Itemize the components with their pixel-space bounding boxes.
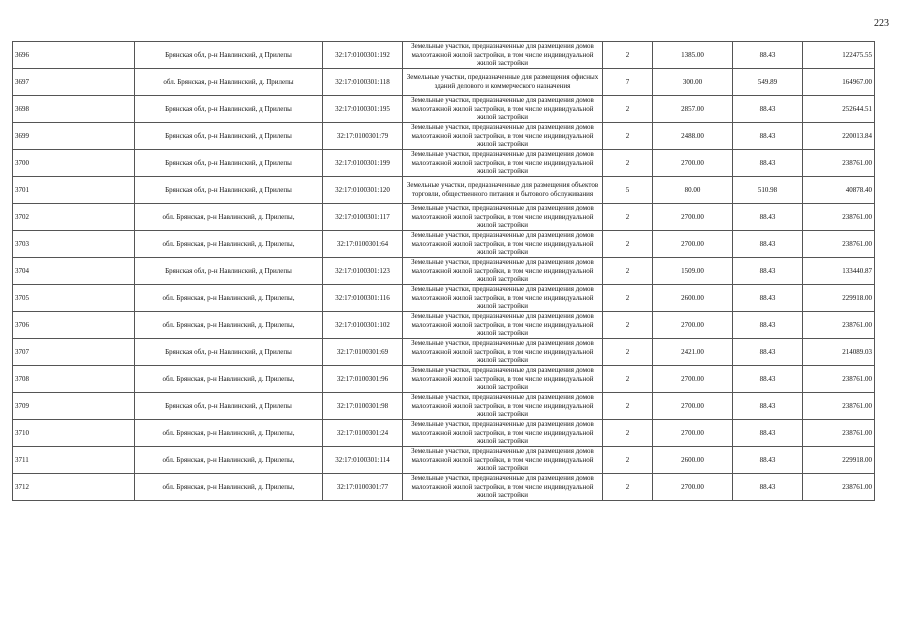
row-number-cell: 3702 — [13, 204, 135, 231]
cadastral-number-cell: 32:17:0100301:192 — [323, 42, 403, 69]
area-cell: 2488.00 — [653, 123, 733, 150]
use-group-cell: 2 — [603, 231, 653, 258]
area-cell: 300.00 — [653, 69, 733, 96]
address-cell: Брянская обл, р-н Навлинский, д Прилепы — [135, 393, 323, 420]
cadastral-number-cell: 32:17:0100301:77 — [323, 474, 403, 501]
cadastral-number-cell: 32:17:0100301:98 — [323, 393, 403, 420]
area-cell: 2600.00 — [653, 447, 733, 474]
row-number-cell: 3696 — [13, 42, 135, 69]
cadastral-number-cell: 32:17:0100301:199 — [323, 150, 403, 177]
area-cell: 2700.00 — [653, 366, 733, 393]
cadastral-number-cell: 32:17:0100301:79 — [323, 123, 403, 150]
cadastral-number-cell: 32:17:0100301:102 — [323, 312, 403, 339]
row-number-cell: 3709 — [13, 393, 135, 420]
use-group-cell: 2 — [603, 204, 653, 231]
area-cell: 2700.00 — [653, 393, 733, 420]
use-group-cell: 2 — [603, 42, 653, 69]
specific-value-cell: 88.43 — [733, 393, 803, 420]
area-cell: 2600.00 — [653, 285, 733, 312]
use-group-cell: 2 — [603, 285, 653, 312]
cadastral-value-cell: 252644.51 — [803, 96, 875, 123]
cadastral-value-cell: 220013.84 — [803, 123, 875, 150]
specific-value-cell: 88.43 — [733, 447, 803, 474]
specific-value-cell: 88.43 — [733, 150, 803, 177]
cadastral-number-cell: 32:17:0100301:114 — [323, 447, 403, 474]
area-cell: 2700.00 — [653, 474, 733, 501]
address-cell: обл. Брянская, р-н Навлинский, д. Прилепы, — [135, 420, 323, 447]
table-row — [13, 447, 875, 474]
cadastral-number-cell: 32:17:0100301:96 — [323, 366, 403, 393]
table-row — [13, 258, 875, 285]
row-number-cell: 3704 — [13, 258, 135, 285]
table-row — [13, 69, 875, 96]
cadastral-value-cell: 238761.00 — [803, 420, 875, 447]
table-row — [13, 474, 875, 501]
table-row — [13, 366, 875, 393]
table-row — [13, 42, 875, 69]
land-use-cell: Земельные участки, предназначенные для размещения домов малоэтажной жилой застройки, в том числе индивидуальной жилой застройки — [403, 150, 603, 177]
address-cell: обл. Брянская, р-н Навлинский, д. Прилепы, — [135, 312, 323, 339]
address-cell: Брянская обл, р-н Навлинский, д Прилепы — [135, 177, 323, 204]
cadastral-value-cell: 238761.00 — [803, 231, 875, 258]
land-use-cell: Земельные участки, предназначенные для размещения домов малоэтажной жилой застройки, в том числе индивидуальной жилой застройки — [403, 420, 603, 447]
specific-value-cell: 88.43 — [733, 312, 803, 339]
specific-value-cell: 88.43 — [733, 474, 803, 501]
cadastral-number-cell: 32:17:0100301:118 — [323, 69, 403, 96]
use-group-cell: 2 — [603, 366, 653, 393]
cadastral-value-cell: 238761.00 — [803, 474, 875, 501]
address-cell: обл. Брянская, р-н Навлинский, д. Прилепы, — [135, 204, 323, 231]
cadastral-value-cell: 238761.00 — [803, 204, 875, 231]
row-number-cell: 3711 — [13, 447, 135, 474]
table-row — [13, 231, 875, 258]
area-cell: 2700.00 — [653, 312, 733, 339]
specific-value-cell: 88.43 — [733, 204, 803, 231]
land-use-cell: Земельные участки, предназначенные для размещения домов малоэтажной жилой застройки, в том числе индивидуальной жилой застройки — [403, 285, 603, 312]
row-number-cell: 3700 — [13, 150, 135, 177]
row-number-cell: 3699 — [13, 123, 135, 150]
land-use-cell: Земельные участки, предназначенные для размещения домов малоэтажной жилой застройки, в том числе индивидуальной жилой застройки — [403, 231, 603, 258]
land-use-cell: Земельные участки, предназначенные для размещения домов малоэтажной жилой застройки, в том числе индивидуальной жилой застройки — [403, 96, 603, 123]
table-body — [13, 42, 875, 501]
land-use-cell: Земельные участки, предназначенные для размещения домов малоэтажной жилой застройки, в том числе индивидуальной жилой застройки — [403, 339, 603, 366]
land-use-cell: Земельные участки, предназначенные для размещения домов малоэтажной жилой застройки, в том числе индивидуальной жилой застройки — [403, 447, 603, 474]
land-use-cell: Земельные участки, предназначенные для размещения объектов торговли, общественного питания и бытового обслуживания — [403, 177, 603, 204]
use-group-cell: 2 — [603, 258, 653, 285]
row-number-cell: 3698 — [13, 96, 135, 123]
land-use-cell: Земельные участки, предназначенные для размещения домов малоэтажной жилой застройки, в том числе индивидуальной жилой застройки — [403, 258, 603, 285]
area-cell: 1509.00 — [653, 258, 733, 285]
address-cell: обл. Брянская, р-н Навлинский, д. Прилепы, — [135, 231, 323, 258]
specific-value-cell: 88.43 — [733, 231, 803, 258]
table-row — [13, 420, 875, 447]
use-group-cell: 2 — [603, 474, 653, 501]
land-use-cell: Земельные участки, предназначенные для размещения офисных зданий делового и коммерческого назначения — [403, 69, 603, 96]
cadastral-number-cell: 32:17:0100301:69 — [323, 339, 403, 366]
specific-value-cell: 88.43 — [733, 366, 803, 393]
land-use-cell: Земельные участки, предназначенные для размещения домов малоэтажной жилой застройки, в том числе индивидуальной жилой застройки — [403, 366, 603, 393]
page-number: 223 — [874, 18, 889, 29]
land-use-cell: Земельные участки, предназначенные для размещения домов малоэтажной жилой застройки, в том числе индивидуальной жилой застройки — [403, 393, 603, 420]
area-cell: 2700.00 — [653, 420, 733, 447]
cadastral-value-cell: 133440.87 — [803, 258, 875, 285]
use-group-cell: 2 — [603, 420, 653, 447]
row-number-cell: 3703 — [13, 231, 135, 258]
use-group-cell: 2 — [603, 312, 653, 339]
address-cell: Брянская обл, р-н Навлинский, д Прилепы — [135, 123, 323, 150]
land-use-cell: Земельные участки, предназначенные для размещения домов малоэтажной жилой застройки, в том числе индивидуальной жилой застройки — [403, 42, 603, 69]
cadastral-number-cell: 32:17:0100301:116 — [323, 285, 403, 312]
cadastral-number-cell: 32:17:0100301:24 — [323, 420, 403, 447]
table-row — [13, 150, 875, 177]
cadastral-value-cell: 122475.55 — [803, 42, 875, 69]
address-cell: Брянская обл, р-н Навлинский, д Прилепы — [135, 258, 323, 285]
cadastral-value-cell: 238761.00 — [803, 366, 875, 393]
row-number-cell: 3701 — [13, 177, 135, 204]
cadastral-value-cell: 229918.00 — [803, 285, 875, 312]
cadastral-number-cell: 32:17:0100301:64 — [323, 231, 403, 258]
address-cell: обл. Брянская, р-н Навлинский, д. Прилепы, — [135, 474, 323, 501]
area-cell: 2700.00 — [653, 150, 733, 177]
address-cell: обл. Брянская, р-н Навлинский, д. Прилепы, — [135, 447, 323, 474]
row-number-cell: 3705 — [13, 285, 135, 312]
cadastral-number-cell: 32:17:0100301:195 — [323, 96, 403, 123]
table-row — [13, 393, 875, 420]
use-group-cell: 2 — [603, 393, 653, 420]
land-use-cell: Земельные участки, предназначенные для размещения домов малоэтажной жилой застройки, в том числе индивидуальной жилой застройки — [403, 312, 603, 339]
table-row — [13, 204, 875, 231]
row-number-cell: 3707 — [13, 339, 135, 366]
specific-value-cell: 88.43 — [733, 420, 803, 447]
use-group-cell: 2 — [603, 123, 653, 150]
specific-value-cell: 88.43 — [733, 258, 803, 285]
cadastral-number-cell: 32:17:0100301:120 — [323, 177, 403, 204]
cadastral-value-cell: 238761.00 — [803, 393, 875, 420]
row-number-cell: 3712 — [13, 474, 135, 501]
specific-value-cell: 510.98 — [733, 177, 803, 204]
use-group-cell: 2 — [603, 447, 653, 474]
use-group-cell: 2 — [603, 339, 653, 366]
land-use-cell: Земельные участки, предназначенные для размещения домов малоэтажной жилой застройки, в том числе индивидуальной жилой застройки — [403, 474, 603, 501]
address-cell: Брянская обл, р-н Навлинский, д Прилепы — [135, 339, 323, 366]
specific-value-cell: 88.43 — [733, 123, 803, 150]
table-row — [13, 177, 875, 204]
cadastral-value-cell: 214089.03 — [803, 339, 875, 366]
area-cell: 1385.00 — [653, 42, 733, 69]
land-use-cell: Земельные участки, предназначенные для размещения домов малоэтажной жилой застройки, в том числе индивидуальной жилой застройки — [403, 123, 603, 150]
address-cell: обл. Брянская, р-н Навлинский, д. Прилепы, — [135, 366, 323, 393]
area-cell: 2857.00 — [653, 96, 733, 123]
address-cell: обл. Брянская, р-н Навлинский, д. Прилепы, — [135, 285, 323, 312]
cadastral-value-cell: 164967.00 — [803, 69, 875, 96]
land-registry-table — [12, 41, 875, 501]
cadastral-value-cell: 238761.00 — [803, 150, 875, 177]
table-row — [13, 285, 875, 312]
row-number-cell: 3697 — [13, 69, 135, 96]
area-cell: 2421.00 — [653, 339, 733, 366]
area-cell: 2700.00 — [653, 231, 733, 258]
row-number-cell: 3710 — [13, 420, 135, 447]
table-row — [13, 123, 875, 150]
area-cell: 80.00 — [653, 177, 733, 204]
cadastral-number-cell: 32:17:0100301:117 — [323, 204, 403, 231]
address-cell: Брянская обл, р-н Навлинский, д Прилепы — [135, 150, 323, 177]
area-cell: 2700.00 — [653, 204, 733, 231]
cadastral-number-cell: 32:17:0100301:123 — [323, 258, 403, 285]
row-number-cell: 3706 — [13, 312, 135, 339]
specific-value-cell: 88.43 — [733, 96, 803, 123]
cadastral-value-cell: 238761.00 — [803, 312, 875, 339]
use-group-cell: 7 — [603, 69, 653, 96]
table-row — [13, 96, 875, 123]
use-group-cell: 5 — [603, 177, 653, 204]
address-cell: Брянская обл, р-н Навлинский, д Прилепы — [135, 42, 323, 69]
address-cell: обл. Брянская, р-н Навлинский, д. Прилепы — [135, 69, 323, 96]
cadastral-value-cell: 40878.40 — [803, 177, 875, 204]
table-row — [13, 312, 875, 339]
row-number-cell: 3708 — [13, 366, 135, 393]
specific-value-cell: 549.89 — [733, 69, 803, 96]
table-row — [13, 339, 875, 366]
specific-value-cell: 88.43 — [733, 339, 803, 366]
specific-value-cell: 88.43 — [733, 42, 803, 69]
use-group-cell: 2 — [603, 96, 653, 123]
cadastral-value-cell: 229918.00 — [803, 447, 875, 474]
specific-value-cell: 88.43 — [733, 285, 803, 312]
land-use-cell: Земельные участки, предназначенные для размещения домов малоэтажной жилой застройки, в том числе индивидуальной жилой застройки — [403, 204, 603, 231]
address-cell: Брянская обл, р-н Навлинский, д Прилепы — [135, 96, 323, 123]
use-group-cell: 2 — [603, 150, 653, 177]
